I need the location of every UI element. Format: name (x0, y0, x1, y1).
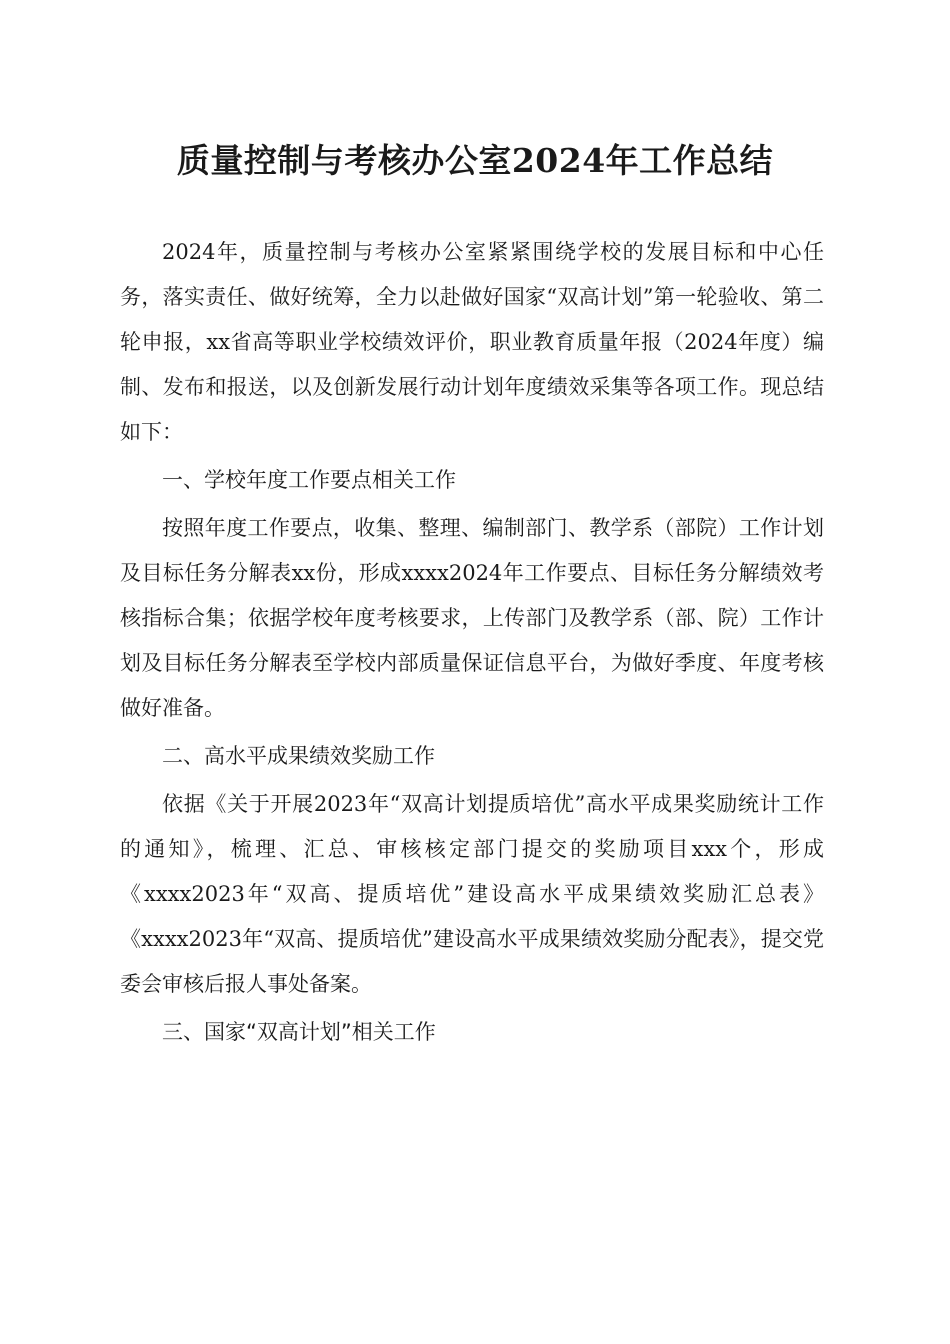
document-title: 质量控制与考核办公室2024年工作总结 (176, 141, 774, 180)
section-3-heading: 三、国家“双高计划”相关工作 (162, 1020, 436, 1044)
section-1-heading: 一、学校年度工作要点相关工作 (162, 468, 456, 492)
section-2-paragraph: 依据《关于开展2023年“双高计划提质培优”高水平成果奖励统计工作的通知》，梳理、汇总、审核核定部门提交的奖励项目xxx个，形成《xxxx2023年“双高、提质培优”建设高水平成果绩效奖励汇总表》《xxxx2023年“双高、提质培优”建设高水平成果绩效奖励分配表》，提交党委会审核后报人事处备案。 (120, 792, 824, 996)
section-2-heading: 二、高水平成果绩效奖励工作 (162, 744, 435, 768)
intro-paragraph: 2024年，质量控制与考核办公室紧紧围绕学校的发展目标和中心任务，落实责任、做好统筹，全力以赴做好国家“双高计划”第一轮验收、第二轮申报，xx省高等职业学校绩效评价，职业教育质量年报（2024年度）编制、发布和报送，以及创新发展行动计划年度绩效采集等各项工作。现总结如下： (120, 240, 824, 444)
document-body (120, 230, 824, 1058)
section-1-paragraph: 按照年度工作要点，收集、整理、编制部门、教学系（部院）工作计划及目标任务分解表xx份，形成xxxx2024年工作要点、目标任务分解绩效考核指标合集；依据学校年度考核要求，上传部门及教学系（部、院）工作计划及目标任务分解表至学校内部质量保证信息平台，为做好季度、年度考核做好准备。 (120, 516, 824, 720)
